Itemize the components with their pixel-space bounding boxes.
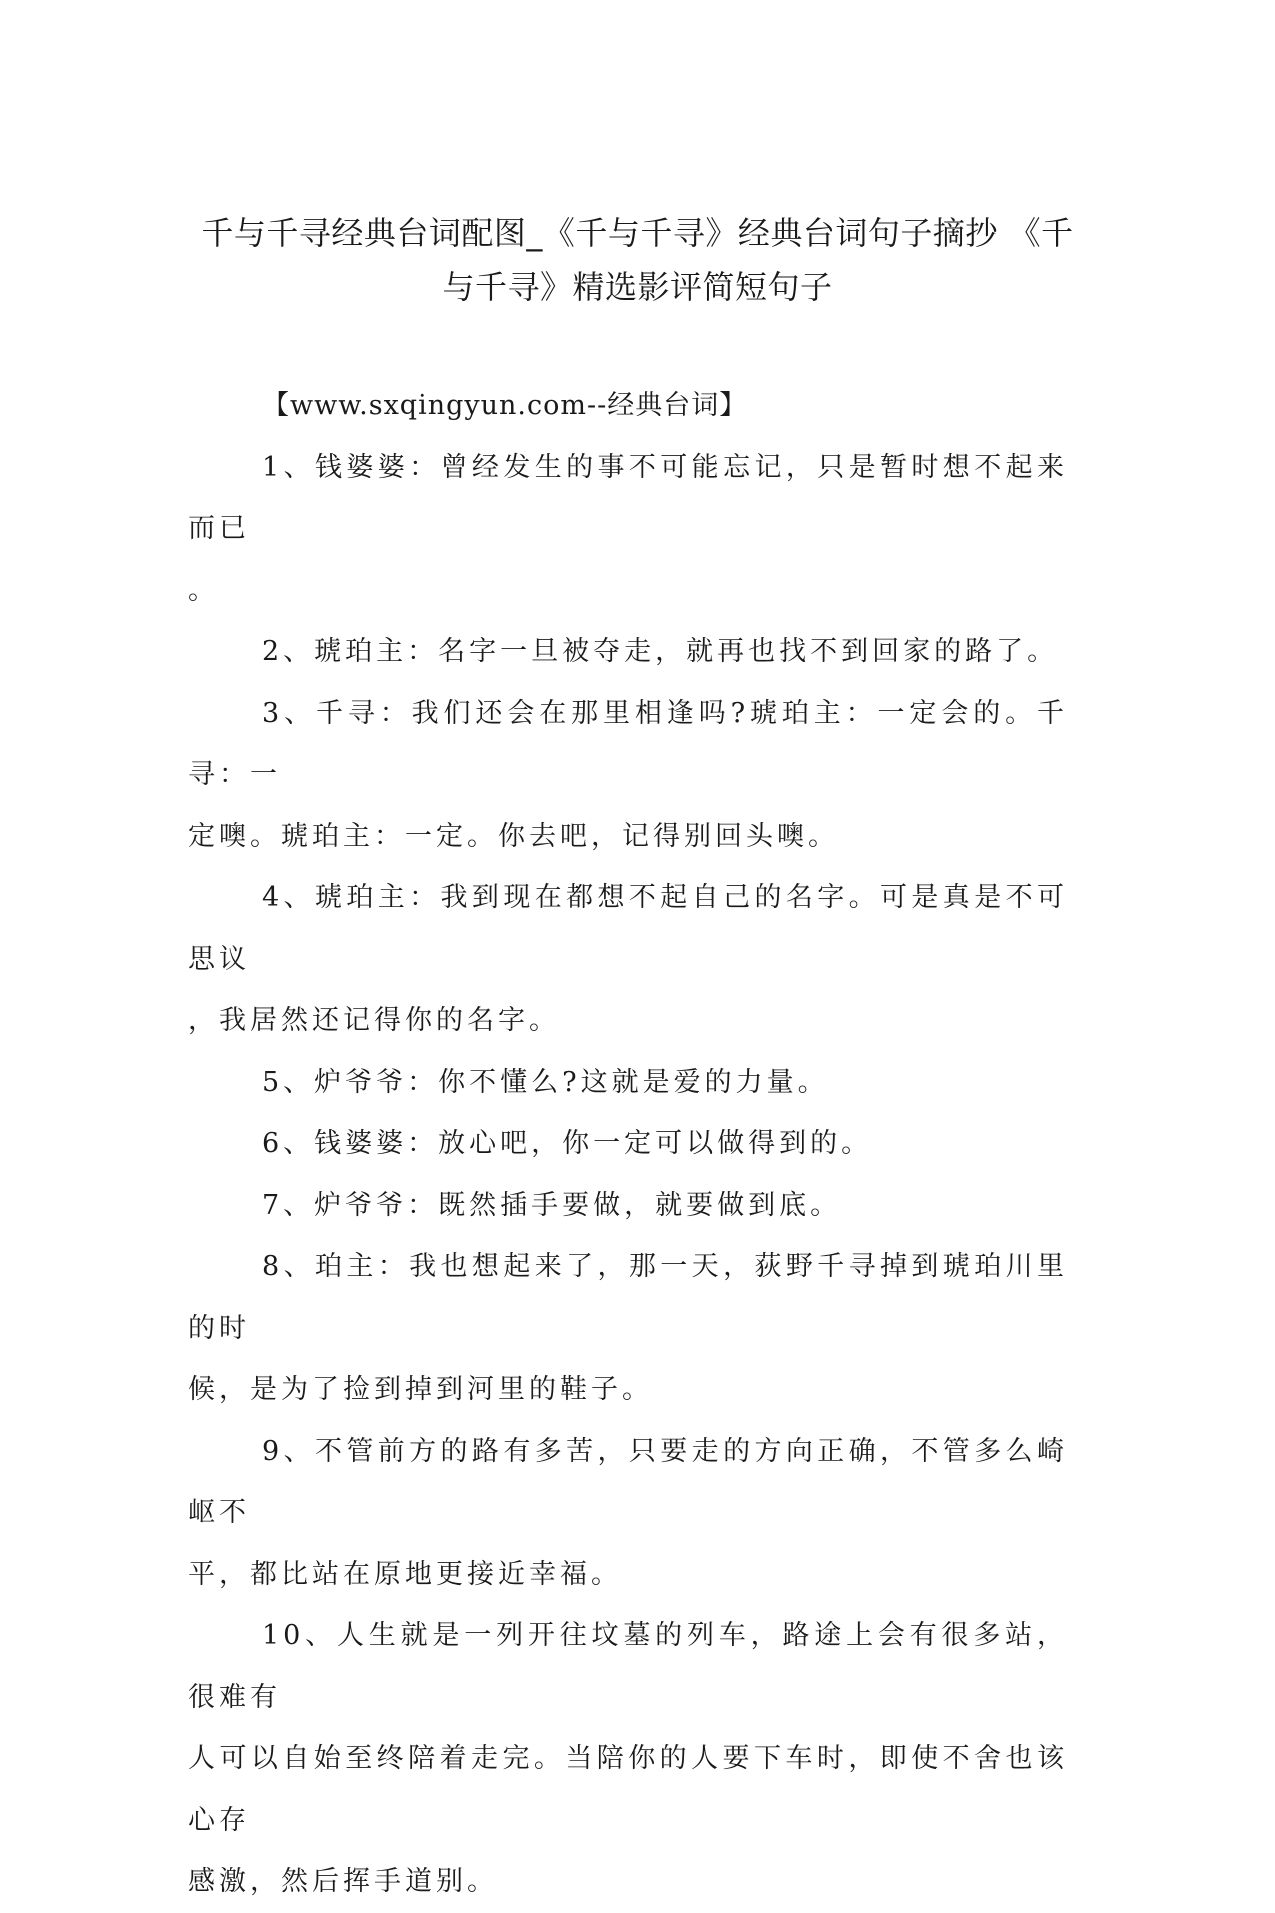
title-line-1: 千与千寻经典台词配图_《千与千寻》经典台词句子摘抄 《千	[201, 214, 1074, 252]
quote-9-line-2: 平，都比站在原地更接近幸福。	[188, 1558, 622, 1590]
quote-4-line-1: 4、琥珀主：我到现在都想不起自己的名字。可是真是不可思议	[188, 882, 1068, 975]
document-body	[188, 375, 1068, 1913]
quote-10-line-2: 人可以自始至终陪着走完。当陪你的人要下车时，即使不舍也该心存	[188, 1743, 1068, 1836]
quote-1-line-2: 。	[188, 574, 219, 606]
title-line-2: 与千寻》精选影评简短句子	[442, 268, 833, 306]
document-title	[180, 206, 1095, 314]
quote-8-line-2: 候，是为了捡到掉到河里的鞋子。	[188, 1374, 653, 1405]
quote-1-line-1: 1、钱婆婆：曾经发生的事不可能忘记，只是暂时想不起来而已	[188, 451, 1068, 544]
quote-7: 7、炉爷爷：既然插手要做，就要做到底。	[262, 1189, 842, 1221]
quote-8-line-1: 8、珀主：我也想起来了，那一天，荻野千寻掉到琥珀川里的时	[188, 1251, 1068, 1344]
source-line: 【www.sxqingyun.com--经典台词】	[262, 390, 748, 421]
quote-4-line-2: ，我居然还记得你的名字。	[188, 1005, 560, 1036]
quote-6: 6、钱婆婆：放心吧，你一定可以做得到的。	[262, 1128, 873, 1159]
quote-3-line-1: 3、千寻：我们还会在那里相逢吗?琥珀主：一定会的。千寻：一	[188, 697, 1068, 790]
quote-2: 2、琥珀主：名字一旦被夺走，就再也找不到回家的路了。	[262, 636, 1059, 667]
quote-10-line-1: 10、人生就是一列开往坟墓的列车，路途上会有很多站，很难有	[188, 1620, 1068, 1713]
quote-9-line-1: 9、不管前方的路有多苦，只要走的方向正确，不管多么崎岖不	[188, 1435, 1068, 1528]
quote-10-line-3: 感激，然后挥手道别。	[188, 1866, 498, 1897]
quote-5: 5、炉爷爷：你不懂么?这就是爱的力量。	[262, 1066, 829, 1098]
quote-3-line-2: 定噢。琥珀主：一定。你去吧，记得别回头噢。	[188, 820, 839, 852]
